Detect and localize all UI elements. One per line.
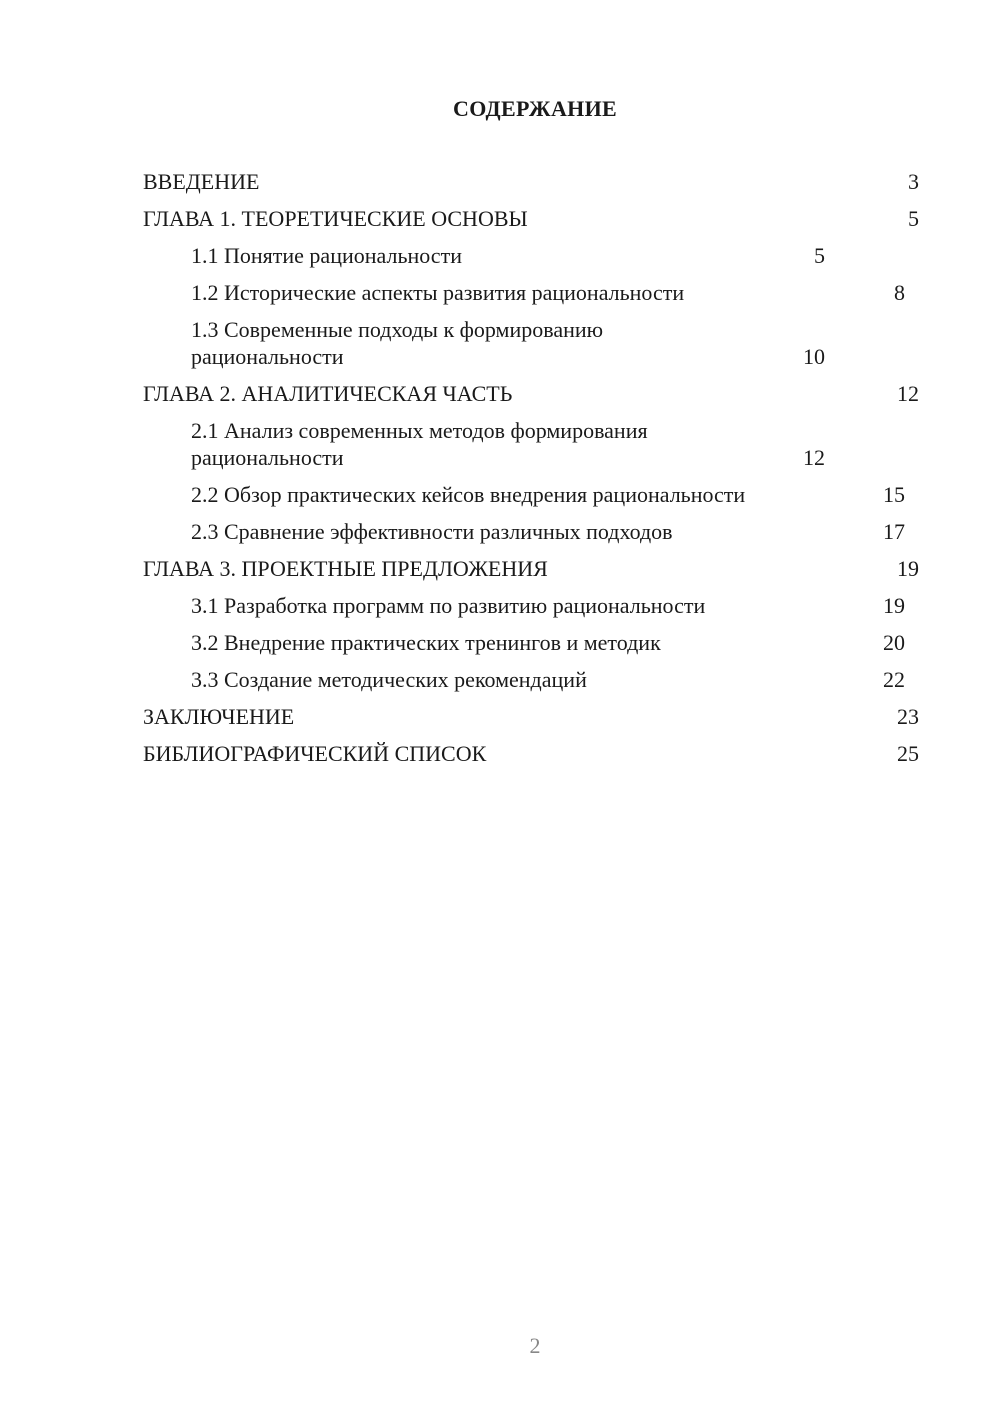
toc-entry-section-1-2[interactable] <box>143 279 919 306</box>
toc-entry-page: 15 <box>883 482 905 507</box>
toc-entry-page: 19 <box>897 556 919 581</box>
toc-entry-section-2-2[interactable] <box>143 481 919 508</box>
toc-entry-title: ВВЕДЕНИЕ <box>143 169 260 194</box>
toc-entry-section-3-2[interactable] <box>143 629 919 656</box>
toc-entry-section-1-3[interactable] <box>143 316 919 370</box>
toc-entry-title: ГЛАВА 2. АНАЛИТИЧЕСКАЯ ЧАСТЬ <box>143 381 513 406</box>
toc-entry-chapter-1[interactable] <box>143 205 919 232</box>
toc-entry-introduction[interactable] <box>143 168 919 195</box>
toc-entry-title: БИБЛИОГРАФИЧЕСКИЙ СПИСОК <box>143 741 487 766</box>
toc-entry-title: 2.1 Анализ современных методов формирования рациональности <box>191 418 648 470</box>
toc-entry-page: 3 <box>908 169 919 194</box>
toc-entry-title: 1.1 Понятие рациональности <box>191 243 462 268</box>
toc-entry-title: ГЛАВА 3. ПРОЕКТНЫЕ ПРЕДЛОЖЕНИЯ <box>143 556 548 581</box>
page-number: 2 <box>529 1333 541 1358</box>
toc-entry-bibliography[interactable] <box>143 740 919 767</box>
toc-entry-page: 25 <box>897 741 919 766</box>
toc-entry-page: 8 <box>894 280 905 305</box>
toc-entry-title: 1.3 Современные подходы к формированию рациональности <box>191 317 604 369</box>
toc-entry-title: 3.1 Разработка программ по развитию рациональности <box>191 593 706 618</box>
toc-entry-page: 22 <box>883 667 905 692</box>
toc-entry-section-1-1[interactable] <box>143 242 919 269</box>
toc-entry-page: 12 <box>803 445 825 470</box>
toc-entry-title: ЗАКЛЮЧЕНИЕ <box>143 704 295 729</box>
toc-entry-title: 1.2 Исторические аспекты развития рациональности <box>191 280 685 305</box>
toc-entry-page: 5 <box>908 206 919 231</box>
toc-entry-chapter-3[interactable] <box>143 555 919 582</box>
toc-entry-page: 19 <box>883 593 905 618</box>
toc-entry-page: 10 <box>803 344 825 369</box>
toc-entry-page: 12 <box>897 381 919 406</box>
toc-entry-page: 23 <box>897 704 919 729</box>
toc-entry-title: ГЛАВА 1. ТЕОРЕТИЧЕСКИЕ ОСНОВЫ <box>143 206 528 231</box>
toc-entry-chapter-2[interactable] <box>143 380 919 407</box>
toc-entry-section-2-3[interactable] <box>143 518 919 545</box>
toc-entry-page: 20 <box>883 630 905 655</box>
toc-entry-page: 5 <box>814 243 825 268</box>
toc-heading: СОДЕРЖАНИЕ <box>453 96 617 121</box>
toc-entry-title: 3.2 Внедрение практических тренингов и методик <box>191 630 661 655</box>
toc-entry-section-3-1[interactable] <box>143 592 919 619</box>
table-of-contents <box>143 168 919 777</box>
toc-entry-title: 2.3 Сравнение эффективности различных подходов <box>191 519 673 544</box>
toc-entry-section-2-1[interactable] <box>143 417 919 471</box>
toc-entry-title: 3.3 Создание методических рекомендаций <box>191 667 587 692</box>
toc-entry-section-3-3[interactable] <box>143 666 919 693</box>
toc-entry-title: 2.2 Обзор практических кейсов внедрения рациональности <box>191 482 746 507</box>
toc-entry-page: 17 <box>883 519 905 544</box>
toc-entry-conclusion[interactable] <box>143 703 919 730</box>
